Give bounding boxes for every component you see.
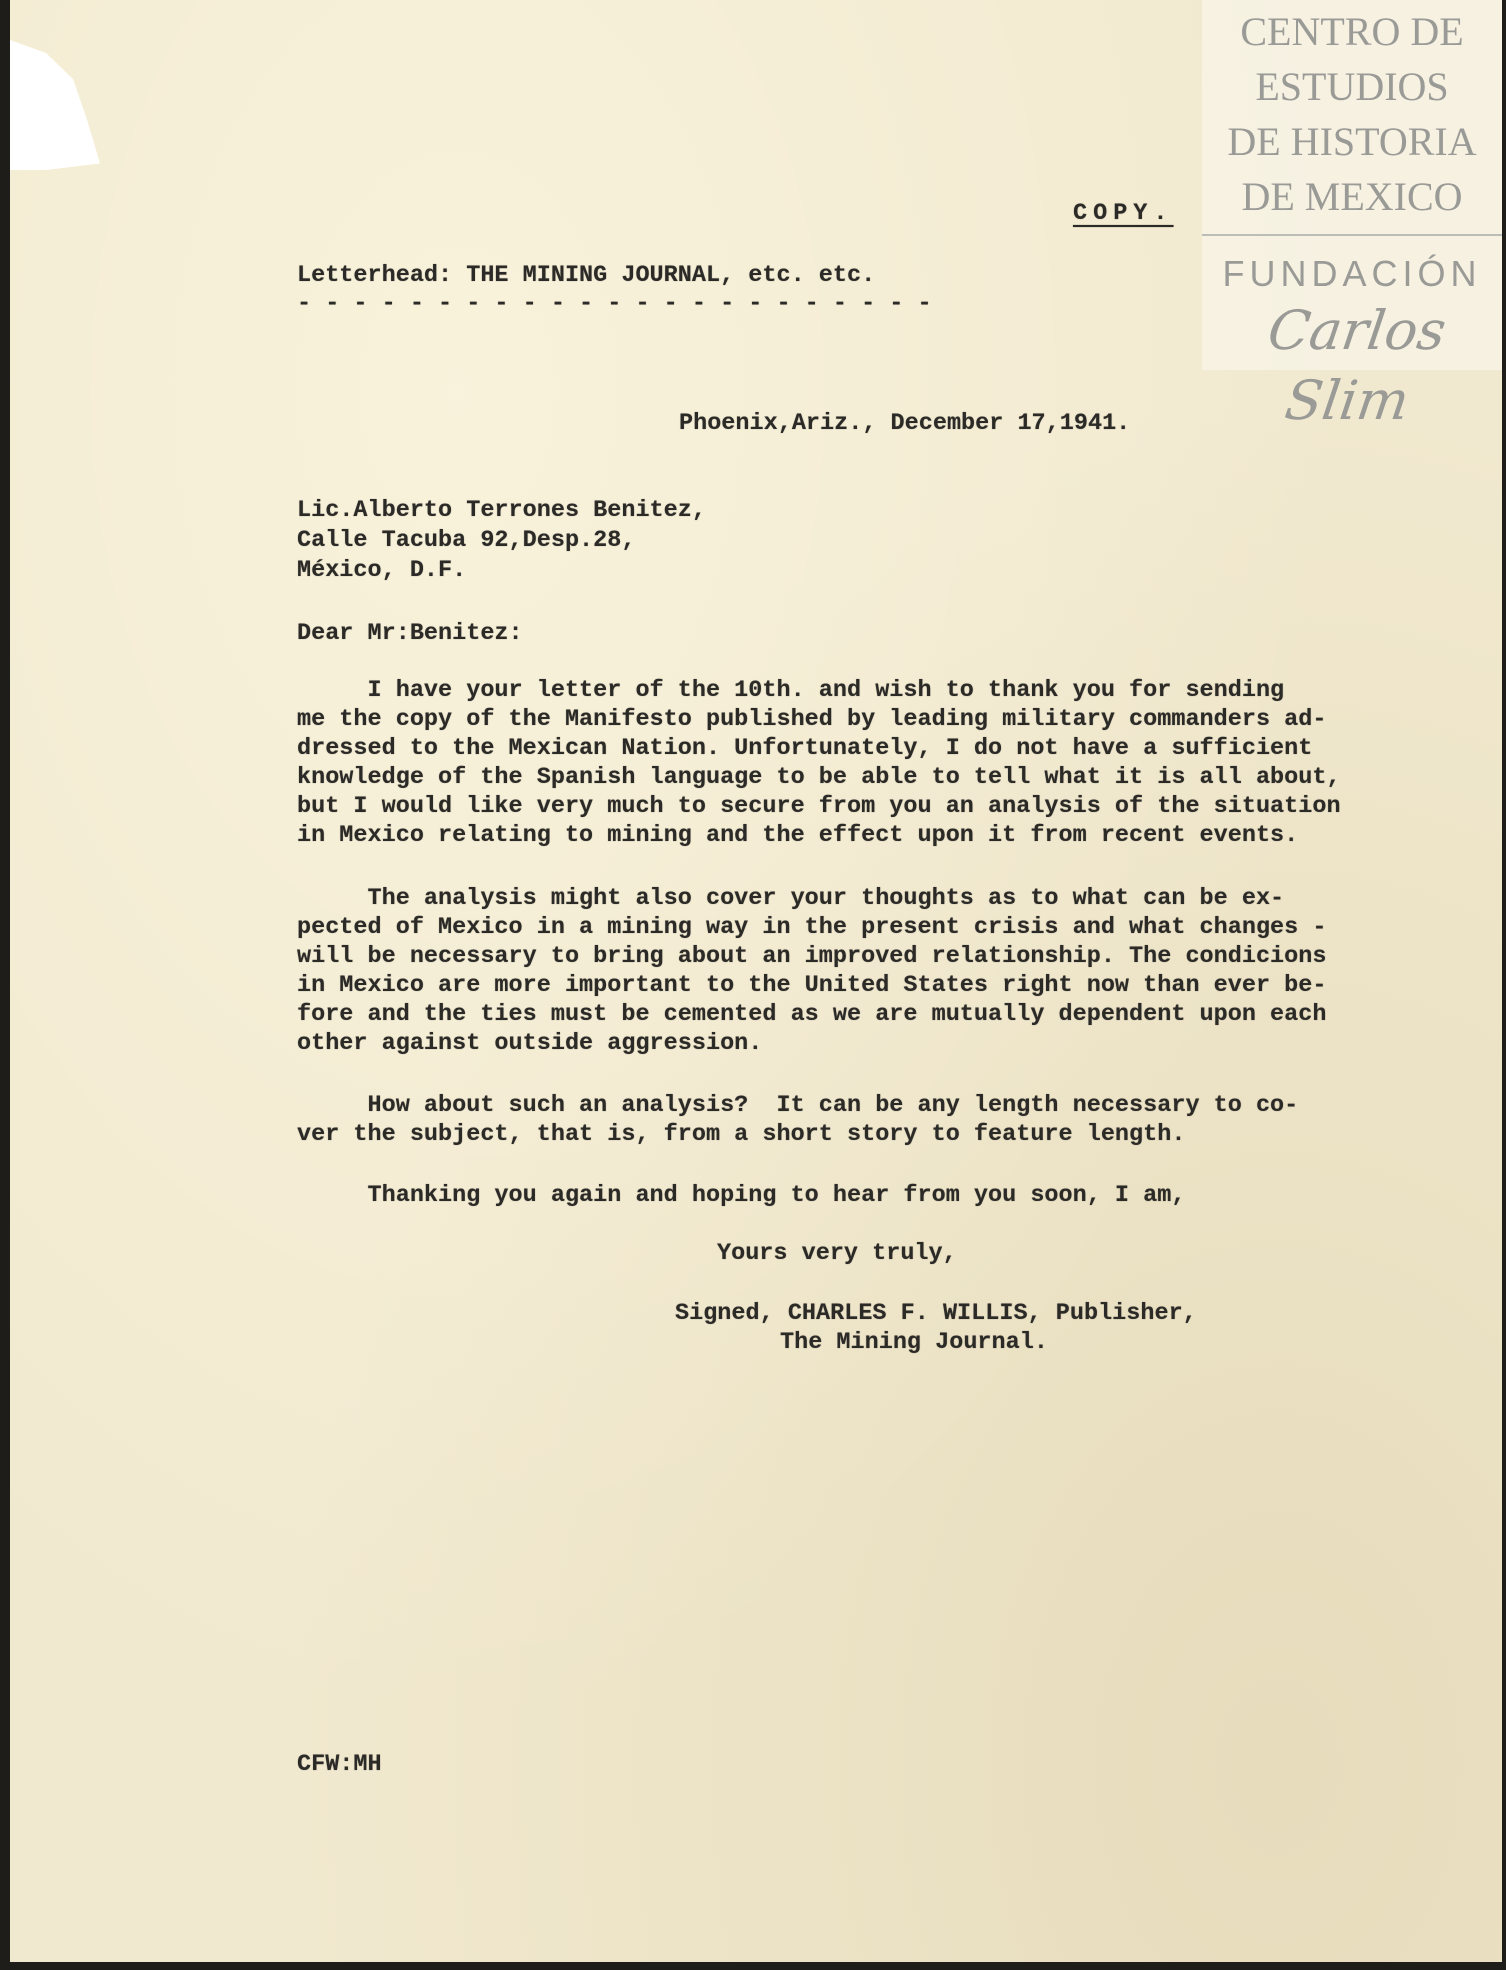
address-line: Lic.Alberto Terrones Benitez, — [297, 497, 706, 524]
text-line: in Mexico are more important to the United States right now than ever be- — [297, 972, 1327, 999]
signature-line: Signed, CHARLES F. WILLIS, Publisher, — [675, 1300, 1197, 1327]
stamp-signature: Carlos Slim — [1264, 299, 1450, 432]
archive-watermark — [1202, 0, 1502, 432]
paper-sheet — [10, 0, 1502, 1962]
stamp-line: CENTRO DE — [1240, 9, 1464, 54]
text-line: dressed to the Mexican Nation. Unfortunately, I do not have a sufficient — [297, 735, 1313, 762]
paragraph-4: Thanking you again and hoping to hear from you soon, I am, — [297, 1182, 1186, 1209]
text-line: in Mexico relating to mining and the effect upon it from recent events. — [297, 822, 1299, 849]
letterhead-line: Letterhead: THE MINING JOURNAL, etc. etc. — [297, 262, 876, 289]
text-line: knowledge of the Spanish language to be able to tell what it is all about, — [297, 764, 1341, 791]
text-line: How about such an analysis? It can be any length necessary to co- — [297, 1092, 1299, 1119]
typist-initials: CFW:MH — [297, 1751, 382, 1778]
text-line: I have your letter of the 10th. and wish to thank you for sending — [297, 677, 1285, 704]
stamp-line: ESTUDIOS — [1255, 64, 1449, 109]
publication-name: The Mining Journal. — [780, 1329, 1048, 1356]
text-line: me the copy of the Manifesto published by leading military commanders ad- — [297, 706, 1327, 733]
text-line: ver the subject, that is, from a short story to feature length. — [297, 1121, 1186, 1148]
torn-corner — [10, 40, 100, 170]
text-line: other against outside aggression. — [297, 1030, 763, 1057]
text-line: The analysis might also cover your thoughts as to what can be ex- — [297, 885, 1285, 912]
stamp-foundation: FUNDACIÓN — [1202, 234, 1502, 296]
address-line: Calle Tacuba 92,Desp.28, — [297, 527, 636, 554]
text-line: but I would like very much to secure from you an analysis of the situation — [297, 793, 1341, 820]
stamp-line: DE HISTORIA — [1227, 119, 1477, 164]
salutation: Dear Mr:Benitez: — [297, 620, 523, 647]
stamp-line: DE MEXICO — [1241, 174, 1463, 219]
closing: Yours very truly, — [717, 1240, 957, 1267]
address-line: México, D.F. — [297, 557, 467, 584]
text-line: will be necessary to bring about an improved relationship. The condicions — [297, 943, 1327, 970]
dash-divider: - - - - - - - - - - - - - - - - - - - - - - - — [297, 290, 932, 317]
text-line: fore and the ties must be cemented as we are mutually dependent upon each — [297, 1001, 1327, 1028]
copy-mark: COPY. — [1073, 200, 1174, 227]
dateline: Phoenix,Ariz., December 17,1941. — [679, 410, 1131, 437]
text-line: pected of Mexico in a mining way in the present crisis and what changes - — [297, 914, 1327, 941]
